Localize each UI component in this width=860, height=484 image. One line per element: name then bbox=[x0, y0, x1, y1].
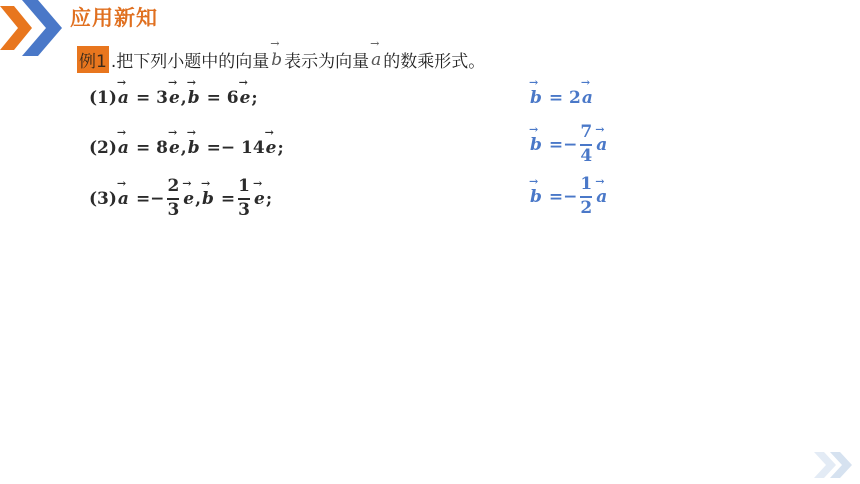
vector-a-symbol: → a bbox=[369, 50, 383, 70]
vec-e: → e bbox=[168, 88, 181, 108]
fraction bbox=[238, 178, 250, 219]
problem-label: (1) bbox=[89, 88, 117, 108]
numerator: 1 bbox=[580, 176, 592, 198]
vec-b: → b bbox=[529, 135, 543, 155]
semicolon: ; bbox=[277, 138, 284, 158]
vec-a: → a bbox=[117, 189, 130, 209]
problem-2 bbox=[89, 138, 284, 158]
a-rhs: =− bbox=[135, 188, 165, 209]
vec-b: → b bbox=[187, 138, 201, 158]
vec-a: → a bbox=[595, 187, 608, 207]
a-rhs: = 8 bbox=[135, 138, 168, 158]
vec-e: → e bbox=[253, 189, 266, 209]
example-prompt bbox=[77, 46, 485, 73]
numerator: 1 bbox=[238, 178, 250, 200]
fraction bbox=[580, 124, 592, 165]
corner-chevron-icon bbox=[0, 0, 62, 56]
denominator: 2 bbox=[580, 198, 593, 218]
denominator: 3 bbox=[238, 200, 251, 220]
answer-rhs: = 2 bbox=[548, 88, 581, 108]
vec-b: → b bbox=[201, 189, 215, 209]
prompt-text-3: 的数乘形式。 bbox=[383, 52, 486, 72]
denominator: 3 bbox=[167, 200, 180, 220]
a-rhs: = 3 bbox=[135, 88, 168, 108]
vec-a: → a bbox=[117, 88, 130, 108]
denominator: 4 bbox=[580, 146, 593, 166]
prompt-text-1: .把下列小题中的向量 bbox=[110, 52, 270, 72]
comma: , bbox=[180, 138, 187, 158]
numerator: 2 bbox=[167, 178, 179, 200]
vec-e: → e bbox=[239, 88, 252, 108]
vector-b-symbol: → b bbox=[269, 50, 284, 70]
problem-label: (3) bbox=[89, 188, 117, 209]
problem-1 bbox=[89, 88, 258, 108]
double-chevron-right-icon[interactable] bbox=[812, 450, 856, 480]
semicolon: ; bbox=[265, 188, 273, 209]
vec-a: → a bbox=[117, 138, 130, 158]
comma: , bbox=[180, 88, 187, 108]
answer-2 bbox=[529, 124, 608, 165]
b-rhs: = bbox=[220, 188, 236, 209]
example-tag: 例1 bbox=[77, 46, 109, 73]
vec-a: → a bbox=[595, 135, 608, 155]
problem-3 bbox=[89, 178, 272, 219]
vec-e: → e bbox=[182, 189, 195, 209]
vec-b: → b bbox=[529, 187, 543, 207]
semicolon: ; bbox=[251, 88, 258, 108]
vec-e: → e bbox=[168, 138, 181, 158]
b-rhs: =− 14 bbox=[206, 138, 265, 158]
numerator: 7 bbox=[580, 124, 592, 146]
fraction bbox=[580, 176, 592, 217]
answer-3 bbox=[529, 176, 608, 217]
vec-e: → e bbox=[265, 138, 278, 158]
vec-b: → b bbox=[529, 88, 543, 108]
answer-rhs: =− bbox=[548, 134, 578, 155]
slide-title: 应用新知 bbox=[70, 6, 158, 30]
fraction bbox=[167, 178, 179, 219]
vec-a: → a bbox=[581, 88, 594, 108]
problem-label: (2) bbox=[89, 138, 117, 158]
vec-b: → b bbox=[187, 88, 201, 108]
answer-1 bbox=[529, 88, 594, 108]
b-rhs: = 6 bbox=[206, 88, 239, 108]
answer-rhs: =− bbox=[548, 186, 578, 207]
prompt-text-2: 表示为向量 bbox=[284, 52, 370, 72]
comma: , bbox=[195, 188, 202, 209]
